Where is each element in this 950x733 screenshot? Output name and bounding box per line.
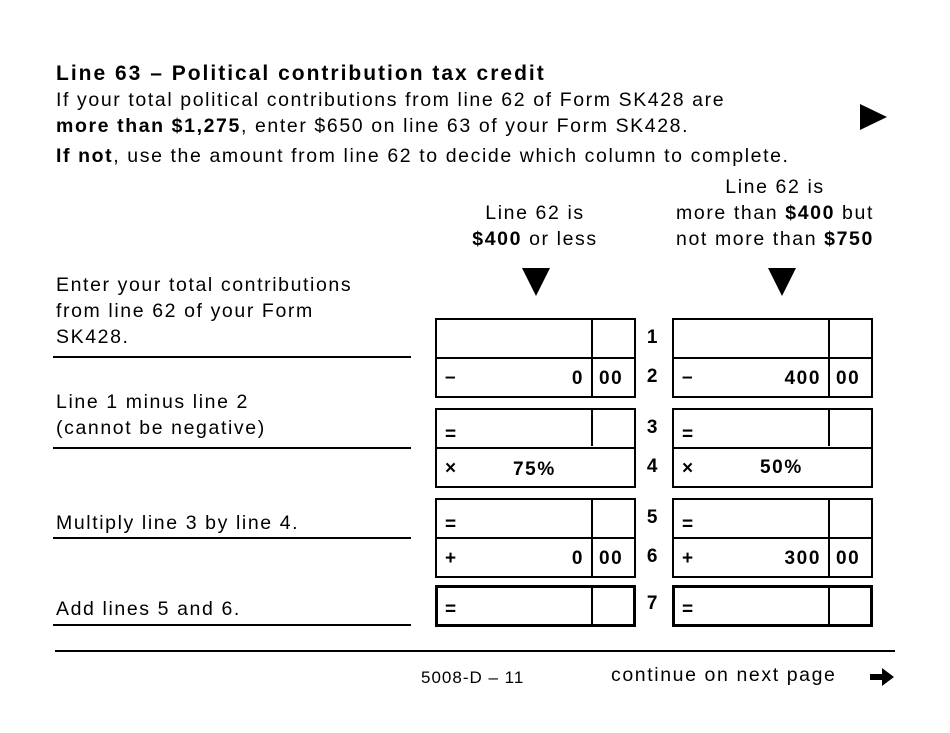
instruction-line-3a: Line 1 minus line 2 (56, 391, 249, 413)
right-line-4-rate: 50% (760, 457, 803, 478)
equals-sign: = (445, 599, 458, 620)
divider (53, 356, 411, 358)
right-line-1-cents-field[interactable] (830, 320, 871, 357)
row-divider (674, 447, 871, 449)
triangle-down-icon (522, 268, 550, 296)
left-line-5-cents-field[interactable] (593, 500, 634, 537)
left-box-lines-1-2 (435, 318, 636, 398)
right-column-pre-2: not more than (676, 228, 825, 250)
right-line-7-dollars-field[interactable] (699, 588, 828, 624)
right-box-line-7 (672, 585, 873, 627)
row-divider (437, 357, 634, 359)
line-number-6: 6 (646, 546, 660, 567)
right-line-6-cents: 00 (836, 548, 861, 569)
divider (53, 537, 411, 539)
equals-sign: = (445, 514, 458, 535)
row-divider (437, 447, 634, 449)
right-line-1-dollars-field[interactable] (674, 320, 828, 357)
equals-sign: = (682, 424, 695, 445)
left-line-2-dollars: 0 (571, 368, 584, 389)
line-number-4: 4 (646, 456, 660, 477)
right-column-amount-2: $750 (824, 228, 874, 250)
line-number-7: 7 (646, 593, 660, 614)
right-line-3-dollars-field[interactable] (698, 410, 828, 447)
left-line-1-cents-field[interactable] (593, 320, 634, 357)
right-box-lines-3-4 (672, 408, 873, 488)
left-line-1-dollars-field[interactable] (437, 320, 591, 357)
left-column-amount: $400 (472, 228, 523, 250)
instruction-line-7: Add lines 5 and 6. (56, 598, 241, 620)
left-line-6-dollars: 0 (571, 548, 584, 569)
left-line-2-cents: 00 (599, 368, 624, 389)
intro-line-2-rest: , enter $650 on line 63 of your Form SK428. (240, 115, 690, 137)
row-divider (674, 537, 871, 539)
instruction-line-1 (56, 272, 352, 350)
equals-sign: = (445, 424, 458, 445)
instruction-line-3 (56, 389, 266, 441)
arrow-right-icon (860, 104, 887, 130)
left-line-4-rate: 75% (513, 459, 556, 480)
right-line-2-cents: 00 (836, 368, 861, 389)
instruction-line-1b: from line 62 of your Form (56, 300, 314, 322)
left-line-7-dollars-field[interactable] (462, 588, 591, 624)
left-line-5-dollars-field[interactable] (461, 500, 591, 537)
left-column-rest: or less (522, 228, 598, 250)
left-line-6-cents: 00 (599, 548, 624, 569)
right-column-mid: but (835, 202, 874, 224)
line-number-2: 2 (646, 366, 660, 387)
left-line-7-cents-field[interactable] (593, 588, 633, 624)
instruction-line-1a: Enter your total contributions (56, 274, 353, 296)
equals-sign: = (682, 599, 695, 620)
left-column-head-line2 (435, 226, 635, 252)
continue-link[interactable] (611, 664, 837, 687)
intro-threshold: more than $1,275 (56, 115, 241, 137)
right-column-head-line3 (655, 226, 895, 252)
right-line-2-dollars: 400 (784, 368, 821, 389)
footer-divider (55, 650, 895, 652)
left-column-header (435, 200, 635, 252)
left-box-lines-3-4 (435, 408, 636, 488)
row-divider (437, 537, 634, 539)
right-line-7-cents-field[interactable] (830, 588, 870, 624)
page-title: Line 63 – Political contribution tax credit (56, 62, 546, 85)
divider (53, 447, 411, 449)
right-line-6-dollars: 300 (784, 548, 821, 569)
right-box-lines-5-6 (672, 498, 873, 578)
intro-line-1: If your total political contributions from line 62 of Form SK428 are (56, 89, 726, 111)
right-column-head-line2 (655, 200, 895, 226)
continue-label: continue on next page (611, 664, 837, 686)
left-box-lines-5-6 (435, 498, 636, 578)
left-box-line-7 (435, 585, 636, 627)
right-column-head-line1: Line 62 is (725, 176, 825, 198)
instruction-line-5: Multiply line 3 by line 4. (56, 512, 300, 534)
multiply-sign: × (445, 458, 458, 479)
triangle-down-icon (768, 268, 796, 296)
minus-sign: – (445, 367, 458, 388)
intro-if-not: If not (56, 145, 114, 167)
left-line-3-cents-field[interactable] (593, 410, 634, 447)
line-number-5: 5 (646, 507, 660, 528)
instruction-line-1c: SK428. (56, 326, 130, 348)
plus-sign: + (682, 548, 695, 569)
row-divider (674, 357, 871, 359)
divider (53, 624, 411, 626)
left-column-head-line1: Line 62 is (485, 202, 585, 224)
multiply-sign: × (682, 458, 695, 479)
line-number-3: 3 (646, 417, 660, 438)
instruction-line-3b: (cannot be negative) (56, 417, 266, 439)
left-line-3-dollars-field[interactable] (461, 410, 591, 447)
right-line-5-dollars-field[interactable] (698, 500, 828, 537)
right-column-pre: more than (676, 202, 786, 224)
line-number-1: 1 (646, 327, 660, 348)
plus-sign: + (445, 548, 458, 569)
right-column-header (655, 174, 895, 252)
right-line-3-cents-field[interactable] (830, 410, 871, 447)
equals-sign: = (682, 514, 695, 535)
intro-line-2 (56, 115, 689, 138)
minus-sign: – (682, 367, 695, 388)
right-column-amount-1: $400 (785, 202, 836, 224)
right-line-5-cents-field[interactable] (830, 500, 871, 537)
page-code: 5008-D – 11 (421, 668, 525, 687)
intro-line-3-rest: , use the amount from line 62 to decide which column to complete. (113, 145, 790, 167)
bold-arrow-right-icon (868, 666, 896, 688)
right-box-lines-1-2 (672, 318, 873, 398)
intro-line-3 (56, 145, 790, 168)
